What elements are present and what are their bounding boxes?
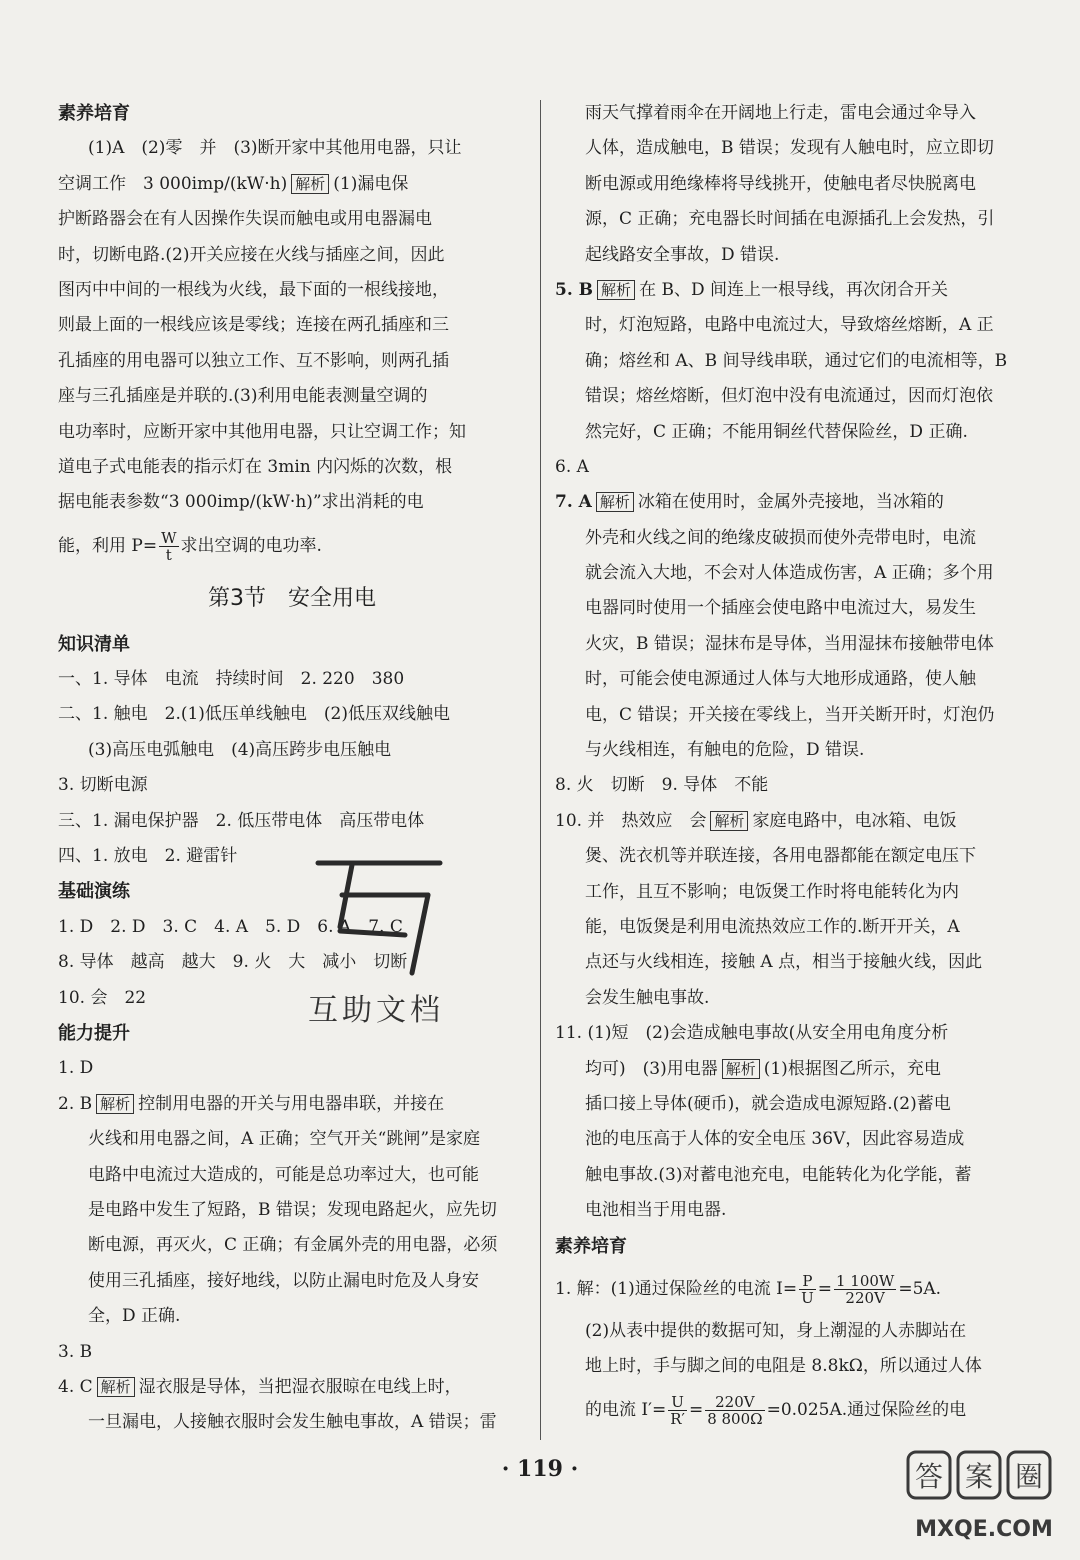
line: 3. B (58, 1341, 93, 1362)
line: 则最上面的一根线应该是零线；连接在两孔插座和三 (58, 315, 449, 336)
line: 一旦漏电，人接触衣服时会发生触电事故，A 错误；雷 (88, 1412, 497, 1433)
line: 池的电压高于人体的安全电压 36V，因此容易造成 (585, 1129, 965, 1150)
page-number: · 119 · (501, 1456, 579, 1482)
formula-line: 1. 解：(1)通过保险丝的电流 I= $\frac{P}{U}$ = $\frac{1 100W}{220V}$ =5A. (555, 1271, 942, 1307)
fraction: $\frac{1 100W}{220V}$ (835, 1271, 895, 1307)
line: 孔插座的用电器可以独立工作、互不影响，则两孔插 (58, 350, 449, 371)
line: 断电源或用绝缘棒将导线挑开，使触电者尽快脱离电 (585, 173, 976, 194)
line: 插口接上导体(硬币)，就会造成电源短路.(2)蓄电 (585, 1093, 951, 1114)
line: 均可) (3)用电器 解析 (1)根据图乙所示，充电 (585, 1058, 941, 1079)
line: 火线和用电器之间，A 正确；空气开关“跳闸”是家庭 (88, 1129, 481, 1150)
line: 工作，且互不影响；电饭煲工作时将电能转化为内 (585, 881, 959, 902)
analysis-tag: 解析 (710, 811, 748, 831)
analysis-tag: 解析 (597, 280, 635, 300)
line: 电功率时，应断开家中其他用电器，只让空调工作；知 (58, 421, 466, 442)
line: 座与三孔插座是并联的.(3)利用电能表测量空调的 (58, 386, 428, 407)
line: 6. A (555, 456, 589, 477)
heading-suyang-right: 素养培育 (555, 1235, 627, 1257)
line: 触电事故.(3)对蓄电池充电，电能转化为化学能，蓄 (585, 1164, 972, 1185)
line: 外壳和火线之间的绝缘皮破损而使外壳带电时，电流 (585, 527, 976, 548)
line: 火灾，B 错误；湿抹布是导体，当用湿抹布接触带电体 (585, 633, 994, 654)
line: 时，可能会使电源通过人体与大地形成通路，使人触 (585, 669, 976, 690)
line: 错误；熔丝熔断，但灯泡中没有电流通过，因而灯泡依 (585, 386, 993, 407)
line: 点还与火线相连，接触 A 点，相当于接触火线，因此 (585, 952, 983, 973)
analysis-tag: 解析 (722, 1059, 760, 1079)
line: 7. A 解析 冰箱在使用时，金属外壳接地，当冰箱的 (555, 492, 944, 513)
line: 道电子式电能表的指示灯在 3min 内闪烁的次数，根 (58, 456, 453, 477)
left-column (58, 96, 530, 1441)
line: 与火线相连，有触电的危险，D 错误. (585, 740, 865, 761)
line: 护断路器会在有人因操作失误而触电或用电器漏电 (58, 209, 432, 230)
line: 是电路中发生了短路，B 错误；发现电路起火，应先切 (88, 1199, 497, 1220)
analysis-tag: 解析 (96, 1094, 134, 1114)
line: 8. 火 切断 9. 导体 不能 (555, 775, 769, 796)
line: 一、1. 导体 电流 持续时间 2. 220 380 (58, 669, 405, 690)
svg-text:圈: 圈 (1014, 1460, 1044, 1493)
analysis-tag: 解析 (596, 492, 634, 512)
line: 电路中电流过大造成的，可能是总功率过大，也可能 (88, 1164, 479, 1185)
line: 就会流入大地，不会对人体造成伤害，A 正确；多个用 (585, 563, 994, 584)
line: 人体，造成触电，B 错误；发现有人触电时，应立即切 (585, 138, 994, 159)
fraction: $\frac{220V}{8 800\Omega}$ (707, 1392, 763, 1428)
svg-text:答: 答 (914, 1460, 944, 1493)
fraction: $\frac{W}{t}$ (161, 528, 177, 564)
fraction: $\frac{P}{U}$ (801, 1271, 814, 1307)
line: 3. 切断电源 (58, 775, 148, 796)
line: 雨天气撑着雨伞在开阔地上行走，雷电会通过伞导入 (585, 103, 976, 123)
line: 1. D (58, 1058, 94, 1079)
line: 8. 导体 越高 越大 9. 火 大 减小 切断 (58, 952, 408, 973)
analysis-tag: 解析 (291, 174, 329, 194)
watermark-text: 互助文档 (308, 993, 444, 1028)
section-title: 第3节 安全用电 (207, 585, 376, 611)
line: 煲、洗衣机等并联连接，各用电器都能在额定电压下 (585, 846, 976, 867)
line: 空调工作 3 000imp/(kW·h) 解析 (1)漏电保 (58, 173, 409, 194)
heading-nengli: 能力提升 (58, 1022, 130, 1044)
fraction: $\frac{U}{R'}$ (670, 1392, 685, 1428)
line: (2)从表中提供的数据可知，身上潮湿的人赤脚站在 (585, 1320, 967, 1341)
column-divider (540, 100, 541, 1440)
formula-line: 能，利用 P= $\frac{W}{t}$ 求出空调的电功率. (58, 528, 322, 564)
line: 使用三孔插座，接好地线，以防止漏电时危及人身安 (88, 1270, 479, 1291)
line: 4. C 解析 湿衣服是导体，当把湿衣服晾在电线上时， (58, 1376, 462, 1397)
line: 时，切断电路.(2)开关应接在火线与插座之间，因此 (58, 244, 445, 265)
svg-text:MXQE.COM: MXQE.COM (915, 1517, 1053, 1542)
line: 全，D 正确. (88, 1306, 181, 1327)
line: 11. (1)短 (2)会造成触电事故(从安全用电角度分析 (555, 1023, 949, 1044)
line: 四、1. 放电 2. 避雷针 (58, 846, 238, 867)
formula-line: 的电流 I′= $\frac{U}{R'}$ = $\frac{220V}{8 800\Omega}$ =0.025A.通过保险丝的电 (585, 1392, 967, 1428)
analysis-tag: 解析 (97, 1377, 135, 1397)
line: 电，C 错误；开关接在零线上，当开关断开时，灯泡仍 (585, 704, 995, 725)
line: 1. D 2. D 3. C 4. A 5. D 6. A 7. C (58, 916, 403, 937)
svg-text:案: 案 (964, 1460, 994, 1493)
heading-suyang: 素养培育 (58, 103, 130, 124)
heading-zhishi: 知识清单 (58, 633, 130, 655)
line: 5. B 解析 在 B、D 间连上一根导线，再次闭合开关 (555, 279, 948, 300)
line: 地上时，手与脚之间的电阻是 8.8kΩ，所以通过人体 (585, 1356, 982, 1377)
line: 2. B 解析 控制用电器的开关与用电器串联，并接在 (58, 1093, 445, 1114)
watermark-stamp-icon (300, 855, 460, 1005)
line: 图丙中中间的一根线为火线，最下面的一根线接地， (58, 279, 449, 300)
line: 三、1. 漏电保护器 2. 低压带电体 高压带电体 (58, 810, 425, 831)
line: 电器同时使用一个插座会使电路中电流过大，易发生 (585, 598, 976, 619)
line: 10. 会 22 (58, 987, 147, 1008)
site-logo-icon (900, 1440, 1070, 1550)
right-column (555, 96, 1030, 1435)
line: 确；熔丝和 A、B 间导线串联，通过它们的电流相等，B (585, 350, 1008, 371)
line: 断电源，再灭火，C 正确；有金属外壳的用电器，必须 (88, 1235, 498, 1256)
line: 会发生触电事故. (585, 987, 710, 1008)
line: 能，电饭煲是利用电流热效应工作的.断开开关，A (585, 916, 960, 937)
line: 10. 并 热效应 会 解析 家庭电路中，电冰箱、电饭 (555, 810, 957, 831)
line: (3)高压电弧触电 (4)高压跨步电压触电 (88, 739, 392, 760)
line: 时，灯泡短路，电路中电流过大，导致熔丝熔断，A 正 (585, 315, 994, 336)
heading-jichu: 基础演练 (58, 881, 130, 903)
line: 二、1. 触电 2.(1)低压单线触电 (2)低压双线触电 (58, 704, 451, 725)
line: 然完好，C 正确；不能用铜丝代替保险丝，D 正确. (585, 421, 968, 442)
line: 电池相当于用电器. (585, 1200, 727, 1221)
line: 源，C 正确；充电器长时间插在电源插孔上会发热，引 (585, 209, 995, 230)
line: 据电能表参数“3 000imp/(kW·h)”求出消耗的电 (58, 492, 424, 513)
line: 起线路安全事故，D 错误. (585, 244, 780, 265)
line: (1)A (2)零 并 (3)断开家中其他用电器，只让 (88, 138, 462, 159)
